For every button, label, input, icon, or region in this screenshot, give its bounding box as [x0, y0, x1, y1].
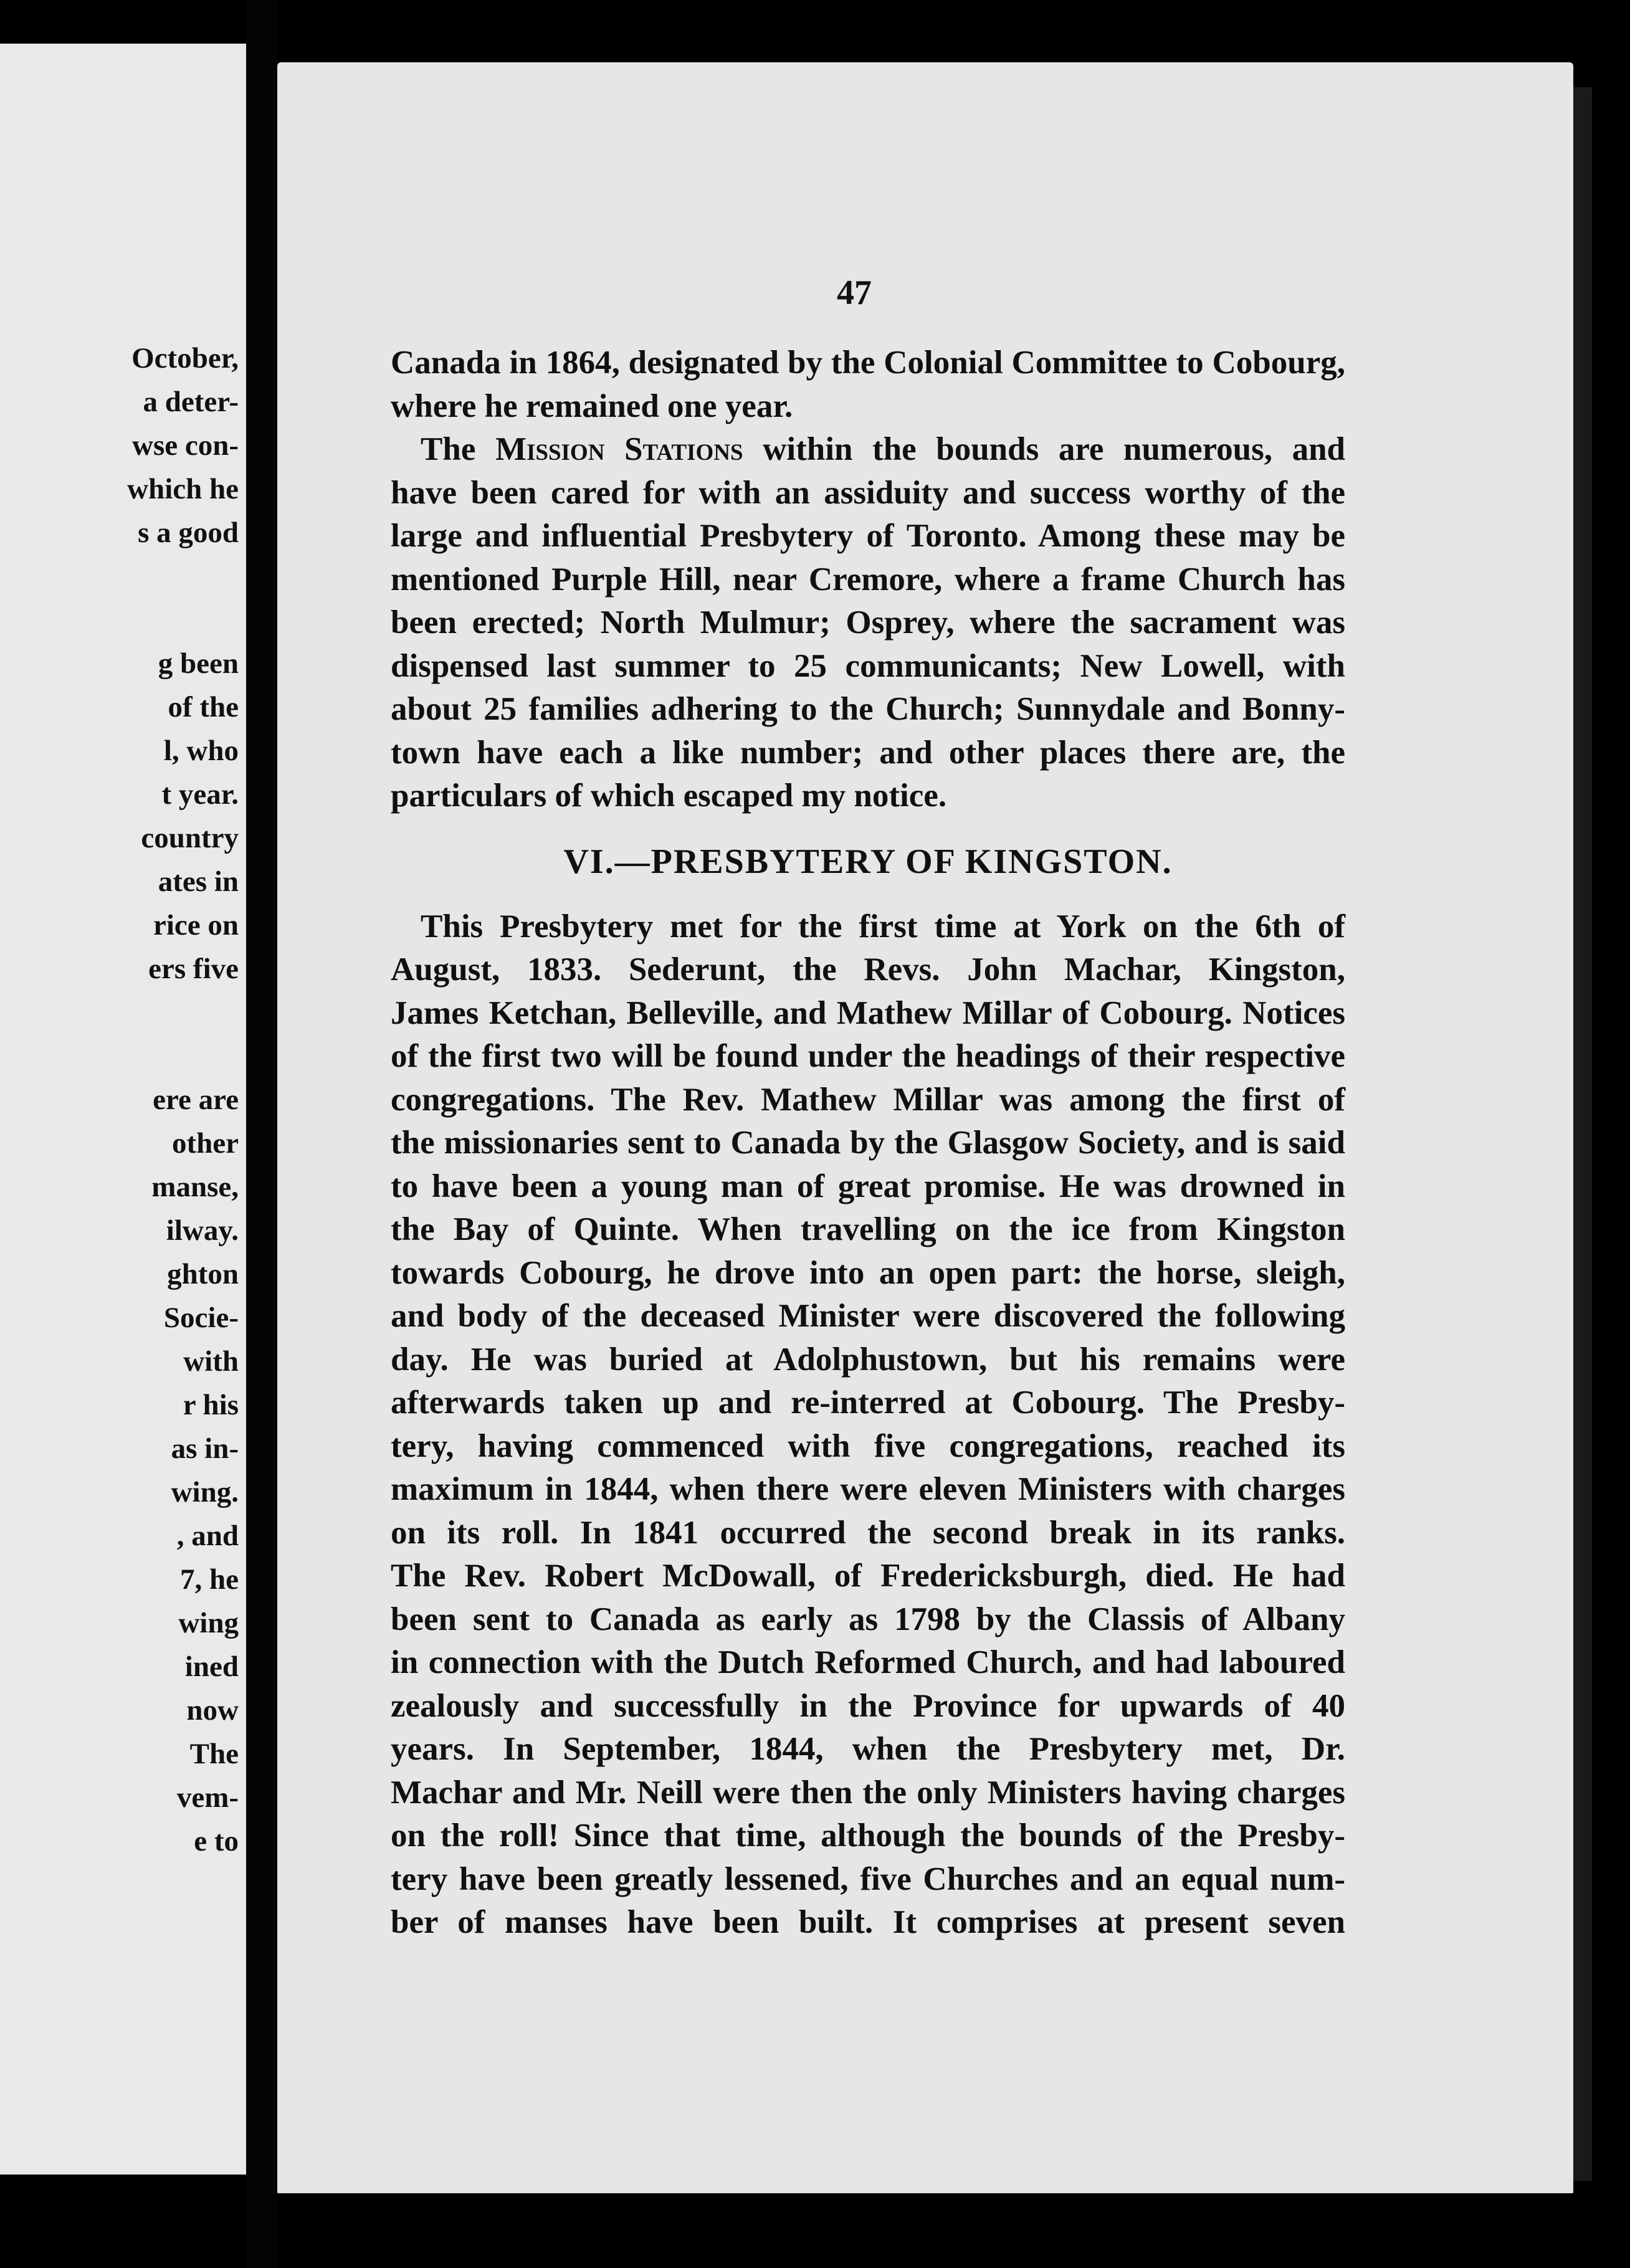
- text-line: [391, 428, 1345, 472]
- text-line: maximum in 1844, when there were eleven Ministers with charges: [391, 1471, 1345, 1507]
- text-fragment: within the bounds are numerous, and: [763, 431, 1346, 467]
- left-fragment: other: [171, 1127, 239, 1160]
- left-fragment: e to: [194, 1825, 239, 1857]
- left-fragment: t year.: [161, 778, 239, 811]
- page-edge-shadow: [1573, 87, 1592, 2181]
- left-fragment: wing: [178, 1607, 239, 1639]
- left-fragment: ere are: [153, 1084, 239, 1116]
- left-fragment: g been: [158, 647, 239, 680]
- text-line: day. He was buried at Adolphustown, but his remains were: [391, 1341, 1345, 1378]
- text-line: Canada in 1864, designated by the Colonial Committee to Cobourg,: [391, 345, 1345, 381]
- text-line: This Presbytery met for the first time at York on the 6th of: [421, 908, 1345, 945]
- left-fragment: rice on: [153, 909, 239, 941]
- text-line: afterwards taken up and re-interred at Cobourg. The Presby-: [391, 1384, 1345, 1421]
- left-fragment: now: [186, 1694, 239, 1727]
- left-fragment: manse,: [151, 1171, 239, 1203]
- book-spine-shadow: [246, 0, 277, 2268]
- text-line: and body of the deceased Minister were discovered the following: [391, 1298, 1345, 1334]
- left-fragment: October,: [131, 342, 239, 374]
- text-line: to have been a young man of great promise. He was drowned in: [391, 1168, 1345, 1204]
- left-fragment: wse con-: [132, 429, 239, 462]
- left-fragment: r his: [183, 1389, 239, 1421]
- text-line: congregations. The Rev. Mathew Millar was among the first of: [391, 1081, 1345, 1118]
- text-line: particulars of which escaped my notice.: [391, 778, 947, 814]
- left-fragment: country: [141, 822, 239, 854]
- page-number: 47: [837, 274, 872, 312]
- text-line: years. In September, 1844, when the Presbytery met, Dr.: [391, 1731, 1345, 1767]
- text-line: been sent to Canada as early as 1798 by the Classis of Albany: [391, 1601, 1345, 1637]
- text-line: tery have been greatly lessened, five Churches and an equal num-: [391, 1861, 1345, 1897]
- text-line: zealously and successfully in the Province for upwards of 40: [391, 1687, 1345, 1724]
- text-line: been erected; North Mulmur; Osprey, where the sacrament was: [391, 604, 1345, 641]
- text-line: about 25 families adhering to the Church; Sunnydale and Bonny-: [391, 691, 1345, 727]
- left-fragment: with: [183, 1345, 239, 1378]
- left-fragment: ilway.: [166, 1214, 239, 1247]
- text-line: the missionaries sent to Canada by the Glasgow Society, and is said: [391, 1125, 1345, 1161]
- text-line: ber of manses have been built. It comprises at present seven: [391, 1904, 1345, 1940]
- text-line: the Bay of Quinte. When travelling on the ice from Kingston: [391, 1211, 1345, 1247]
- left-fragment: l, who: [163, 735, 239, 767]
- left-fragment-gap: [127, 991, 239, 1034]
- text-line: large and influential Presbytery of Toronto. Among these may be: [391, 518, 1345, 554]
- left-fragment: wing.: [171, 1476, 239, 1508]
- text-line: August, 1833. Sederunt, the Revs. John Machar, Kingston,: [391, 951, 1345, 988]
- text-line: towards Cobourg, he drove into an open part: the horse, sleigh,: [391, 1254, 1345, 1291]
- left-fragment: ers five: [148, 953, 239, 985]
- left-facing-page: [0, 44, 246, 2175]
- left-fragment: ates in: [158, 865, 239, 898]
- left-fragment: vem-: [176, 1781, 239, 1814]
- left-fragment: , and: [176, 1520, 239, 1552]
- text-fragment: The: [421, 431, 476, 467]
- left-fragment: ghton: [167, 1258, 239, 1290]
- left-fragment-gap: [127, 1034, 239, 1078]
- page-body: [391, 341, 1345, 1945]
- text-line: Machar and Mr. Neill were then the only Ministers having charges: [391, 1774, 1345, 1811]
- text-line: of the first two will be found under the headings of their respective: [391, 1038, 1345, 1074]
- left-fragment: ined: [184, 1651, 239, 1683]
- left-fragment: Socie-: [163, 1302, 239, 1334]
- text-line: James Ketchan, Belleville, and Mathew Millar of Cobourg. Notices: [391, 994, 1345, 1031]
- left-fragment: which he: [127, 473, 239, 505]
- left-page-text-fragments: [127, 336, 239, 1863]
- text-line: where he remained one year.: [391, 388, 793, 424]
- text-line: mentioned Purple Hill, near Cremore, where a frame Church has: [391, 561, 1345, 598]
- left-fragment: The: [189, 1738, 239, 1770]
- text-line: tery, having commenced with five congregations, reached its: [391, 1427, 1345, 1464]
- text-line: on its roll. In 1841 occurred the second break in its ranks.: [391, 1514, 1345, 1551]
- left-fragment: s a good: [138, 517, 239, 549]
- small-caps-phrase: Mission Stations: [495, 431, 743, 467]
- left-fragment: 7, he: [180, 1563, 239, 1596]
- text-line: town have each a like number; and other places there are, the: [391, 734, 1345, 771]
- left-fragment: as in-: [171, 1432, 239, 1465]
- left-fragment-gap: [127, 598, 239, 642]
- text-line: on the roll! Since that time, although the bounds of the Presby-: [391, 1818, 1345, 1854]
- text-line: have been cared for with an assiduity and success worthy of the: [391, 474, 1345, 511]
- left-fragment-gap: [127, 555, 239, 598]
- left-fragment: a deter-: [143, 386, 239, 418]
- text-line: The Rev. Robert McDowall, of Fredericksburgh, died. He had: [391, 1558, 1345, 1594]
- text-line: in connection with the Dutch Reformed Church, and had laboured: [391, 1644, 1345, 1680]
- left-fragment: of the: [168, 691, 239, 723]
- section-heading: VI.—PRESBYTERY OF KINGSTON.: [563, 842, 1173, 881]
- text-line: dispensed last summer to 25 communicants; New Lowell, with: [391, 647, 1345, 684]
